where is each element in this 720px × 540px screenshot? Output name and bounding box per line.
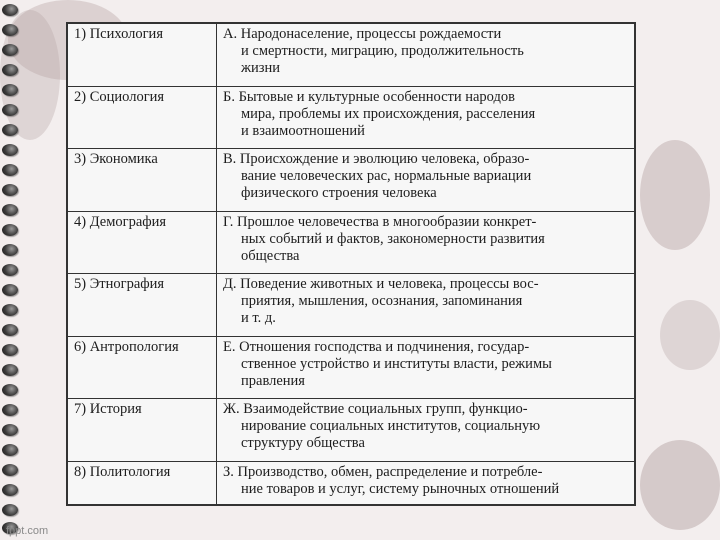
definition-line: структуру общества: [241, 435, 365, 452]
definition-cell: [217, 149, 635, 212]
binding-ring-icon: [2, 404, 18, 416]
binding-ring-icon: [2, 384, 18, 396]
definition-cell: [217, 399, 635, 462]
table-row: [68, 336, 635, 399]
discipline-cell: 8) Политология: [68, 462, 217, 505]
binding-ring-icon: [2, 504, 18, 516]
binding-ring-icon: [2, 184, 18, 196]
definition-line: общества: [241, 247, 300, 264]
binding-ring-icon: [2, 424, 18, 436]
binding-ring-icon: [2, 4, 18, 16]
binding-ring-icon: [2, 324, 18, 336]
table-row: [68, 24, 635, 87]
binding-ring-icon: [2, 264, 18, 276]
binding-ring-icon: [2, 164, 18, 176]
binding-ring-icon: [2, 484, 18, 496]
definition-line: Г. Прошлое человечества в многообразии конкрет-: [223, 213, 537, 230]
discipline-cell: 4) Демография: [68, 211, 217, 274]
ink-blot: [640, 140, 710, 250]
binding-ring-icon: [2, 44, 18, 56]
definition-cell: [217, 274, 635, 337]
definition-line: физического строения человека: [241, 185, 437, 202]
definition-line: ственное устройство и институты власти, режимы: [241, 355, 552, 372]
discipline-cell: 3) Экономика: [68, 149, 217, 212]
table-row: [68, 462, 635, 505]
table-row: [68, 274, 635, 337]
definition-line: и взаимоотношений: [241, 122, 365, 139]
binding-ring-icon: [2, 304, 18, 316]
table-row: [68, 149, 635, 212]
discipline-cell: 7) История: [68, 399, 217, 462]
binding-ring-icon: [2, 224, 18, 236]
definition-cell: [217, 462, 635, 505]
binding-ring-icon: [2, 124, 18, 136]
definition-line: мира, проблемы их происхождения, расселения: [241, 105, 536, 122]
matching-table: [67, 23, 635, 505]
definition-line: Е. Отношения господства и подчинения, государ-: [223, 338, 530, 355]
discipline-cell: 2) Социология: [68, 86, 217, 149]
definition-line: ние товаров и услуг, систему рыночных отношений: [241, 481, 560, 498]
matching-table-sheet: [66, 22, 636, 506]
definition-line: З. Производство, обмен, распределение и потребле-: [223, 464, 543, 481]
spiral-binding: [0, 0, 22, 540]
definition-line: ных событий и фактов, закономерности развития: [241, 230, 545, 247]
binding-ring-icon: [2, 284, 18, 296]
binding-ring-icon: [2, 344, 18, 356]
binding-ring-icon: [2, 104, 18, 116]
definition-cell: [217, 336, 635, 399]
discipline-cell: 1) Психология: [68, 24, 217, 87]
binding-ring-icon: [2, 204, 18, 216]
definition-line: Д. Поведение животных и человека, процессы вос-: [223, 276, 539, 293]
definition-line: приятия, мышления, осознания, запоминания: [241, 293, 523, 310]
binding-ring-icon: [2, 364, 18, 376]
binding-ring-icon: [2, 24, 18, 36]
definition-line: нирование социальных институтов, социальную: [241, 418, 541, 435]
binding-ring-icon: [2, 444, 18, 456]
definition-line: В. Происхождение и эволюцию человека, образо-: [223, 151, 530, 168]
definition-line: Б. Бытовые и культурные особенности народов: [223, 88, 515, 105]
definition-line: вание человеческих рас, нормальные вариации: [241, 168, 532, 185]
binding-ring-icon: [2, 84, 18, 96]
footer-watermark: fppt.com: [6, 525, 49, 537]
definition-cell: [217, 211, 635, 274]
table-row: [68, 86, 635, 149]
definition-line: правления: [241, 372, 305, 389]
table-row: [68, 399, 635, 462]
definition-cell: [217, 24, 635, 87]
ink-blot: [640, 440, 720, 530]
binding-ring-icon: [2, 64, 18, 76]
ink-blot: [660, 300, 720, 370]
binding-ring-icon: [2, 244, 18, 256]
definition-line: Ж. Взаимодействие социальных групп, функцио-: [223, 401, 528, 418]
table-row: [68, 211, 635, 274]
discipline-cell: 5) Этнография: [68, 274, 217, 337]
discipline-cell: 6) Антропология: [68, 336, 217, 399]
definition-line: жизни: [241, 60, 281, 76]
binding-ring-icon: [2, 144, 18, 156]
definition-cell: [217, 86, 635, 149]
definition-line: А. Народонаселение, процессы рождаемости: [223, 26, 502, 42]
definition-line: и т. д.: [241, 310, 276, 327]
binding-ring-icon: [2, 464, 18, 476]
definition-line: и смертности, миграцию, продолжительность: [241, 43, 524, 59]
